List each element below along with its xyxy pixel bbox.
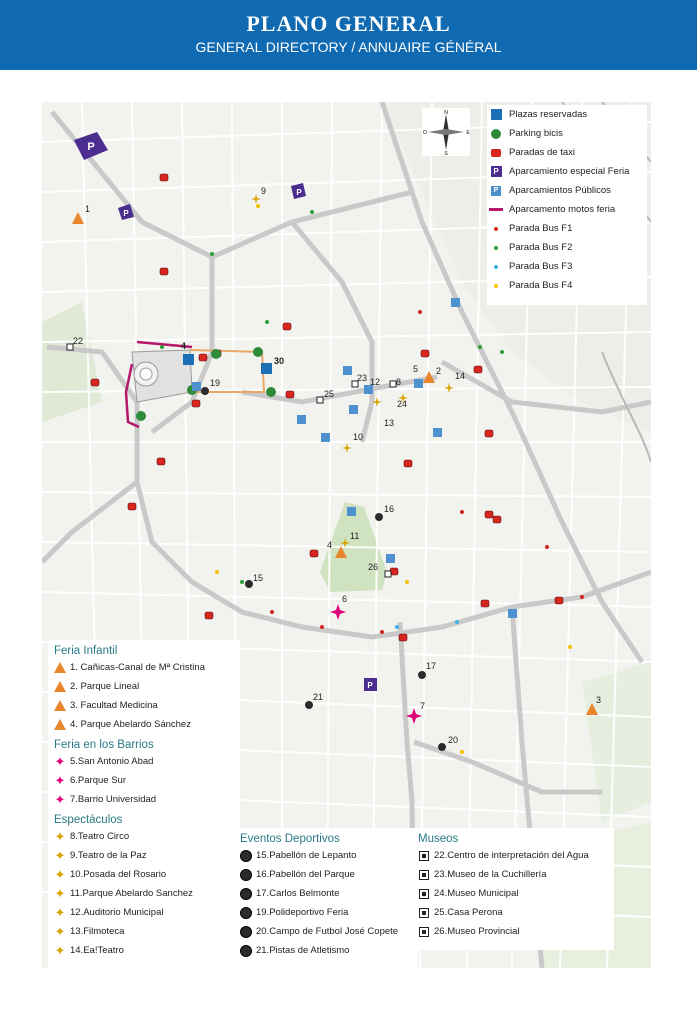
map-label-4: 4 bbox=[327, 540, 333, 550]
feria-barrios-title: Feria en los Barrios bbox=[54, 739, 154, 751]
map-label-7: 7 bbox=[420, 701, 426, 711]
feria-infantil-title: Feria Infantil bbox=[54, 645, 118, 657]
parking-public-icon: P bbox=[489, 185, 503, 197]
espectaculos-item: ✦ 8.Teatro Circo bbox=[54, 828, 130, 844]
map-label-20: 20 bbox=[448, 735, 459, 745]
legend-row-bus-f1: Parada Bus F1 bbox=[487, 219, 647, 238]
map-label-6: 6 bbox=[342, 594, 348, 604]
sport-icon bbox=[240, 907, 252, 919]
map-label-11: 11 bbox=[350, 531, 360, 541]
star-magenta-icon: ✦ bbox=[54, 753, 66, 769]
museum-icon bbox=[418, 869, 430, 881]
star-yellow-icon: ✦ bbox=[54, 904, 66, 920]
eventos-item: 20.Campo de Futbol José Copete bbox=[240, 922, 418, 941]
star-yellow-icon: ✦ bbox=[54, 942, 66, 958]
espectaculos-item: ✦ 9.Teatro de la Paz bbox=[54, 847, 147, 863]
museum-icon bbox=[418, 850, 430, 862]
sport-icon bbox=[240, 869, 252, 881]
map-label-30: 30 bbox=[274, 356, 285, 366]
eventos-deportivos-title: Eventos Deportivos bbox=[240, 833, 340, 845]
star-magenta-icon: ✦ bbox=[54, 791, 66, 807]
map-label-14: 14 bbox=[455, 371, 466, 381]
map-label-17: 17 bbox=[426, 661, 437, 671]
map-label-26: 26 bbox=[368, 562, 379, 572]
museos-title: Museos bbox=[418, 833, 459, 845]
moto-line-icon bbox=[489, 204, 503, 216]
feria-barrios-item: ✦ 7.Barrio Universidad bbox=[54, 791, 157, 807]
map-label-12: 12 bbox=[370, 377, 381, 387]
map-label-4b: 4 bbox=[181, 341, 187, 351]
compass-rose bbox=[422, 108, 470, 156]
map-label-22: 22 bbox=[73, 336, 84, 346]
star-yellow-icon: ✦ bbox=[54, 828, 66, 844]
museos-item: 25.Casa Perona bbox=[418, 903, 614, 922]
map-label-21: 21 bbox=[313, 692, 324, 702]
compass-s: S bbox=[444, 151, 448, 156]
star-magenta-icon: ✦ bbox=[54, 772, 66, 788]
map-label-3: 3 bbox=[596, 695, 602, 705]
bus-f4-dot-icon bbox=[489, 280, 503, 292]
compass-n: N bbox=[444, 110, 448, 116]
taxi-icon bbox=[489, 147, 503, 159]
eventos-deportivos-panel bbox=[236, 828, 418, 968]
museos-item: 24.Museo Municipal bbox=[418, 884, 614, 903]
map-legend bbox=[487, 105, 647, 305]
feria-barrios-item: ✦ 5.San Antonio Abad bbox=[54, 753, 154, 769]
left-legend-panel bbox=[48, 640, 240, 968]
sport-icon bbox=[240, 850, 252, 862]
map-label-25: 25 bbox=[324, 389, 335, 399]
legend-row-bus-f3: Parada Bus F3 bbox=[487, 257, 647, 276]
eventos-item: 17.Carlos Belmonte bbox=[240, 884, 418, 903]
legend-row-taxi: Paradas de taxi bbox=[487, 143, 647, 162]
svg-text:P: P bbox=[87, 141, 95, 153]
museum-icon bbox=[418, 888, 430, 900]
espectaculos-title: Espectáculos bbox=[54, 814, 123, 826]
map-label-8: 8 bbox=[396, 377, 402, 387]
legend-row-bike: Parking bicis bbox=[487, 124, 647, 143]
map-label-16: 16 bbox=[384, 504, 395, 514]
legend-row-feria-parking: P Aparcamiento especial Feria bbox=[487, 162, 647, 181]
museos-item: 23.Museo de la Cuchillería bbox=[418, 865, 614, 884]
eventos-item: 19.Polideportivo Feria bbox=[240, 903, 418, 922]
map-label-24: 24 bbox=[397, 399, 408, 409]
bicycle-icon bbox=[489, 128, 503, 140]
page-title: PLANO GENERAL bbox=[246, 11, 451, 36]
feria-infantil-item: 2. Parque Lineal bbox=[54, 677, 240, 696]
espectaculos-item: ✦ 14.Ea!Teatro bbox=[54, 942, 124, 958]
eventos-item: 21.Pistas de Atletismo bbox=[240, 941, 418, 960]
map-label-9: 9 bbox=[261, 186, 267, 196]
legend-row-bus-f4: Parada Bus F4 bbox=[487, 276, 647, 295]
map-label-19: 19 bbox=[210, 378, 221, 388]
map-label-2: 2 bbox=[436, 366, 442, 376]
triangle-icon bbox=[54, 700, 66, 712]
compass-w: O bbox=[423, 130, 427, 136]
sport-icon bbox=[240, 926, 252, 938]
espectaculos-item: ✦ 13.Filmoteca bbox=[54, 923, 125, 939]
bus-f2-dot-icon bbox=[489, 242, 503, 254]
museum-icon bbox=[418, 907, 430, 919]
legend-row-bus-f2: Parada Bus F2 bbox=[487, 238, 647, 257]
espectaculos-item: ✦ 12.Auditorio Municipal bbox=[54, 904, 164, 920]
star-yellow-icon: ✦ bbox=[54, 847, 66, 863]
map-label-1: 1 bbox=[85, 204, 91, 214]
map-label-10: 10 bbox=[353, 432, 364, 442]
map-label-15: 15 bbox=[253, 573, 264, 583]
bus-f3-dot-icon bbox=[489, 261, 503, 273]
legend-row-public-parking: P Aparcamientos Públicos bbox=[487, 181, 647, 200]
feria-infantil-item: 4. Parque Abelardo Sánchez bbox=[54, 715, 240, 734]
legend-row-reserved: Plazas reservadas bbox=[487, 105, 647, 124]
page-subtitle: GENERAL DIRECTORY / ANNUAIRE GÉNÉRAL bbox=[195, 39, 502, 55]
triangle-icon bbox=[54, 662, 66, 674]
feria-infantil-item: 1. Cañicas-Canal de Mª Cristina bbox=[54, 658, 240, 677]
museum-icon bbox=[418, 926, 430, 938]
page-header bbox=[0, 0, 697, 70]
museos-item: 22.Centro de interpretación del Agua bbox=[418, 846, 614, 865]
sport-icon bbox=[240, 945, 252, 957]
map-label-13: 13 bbox=[384, 418, 395, 428]
svg-text:P: P bbox=[367, 681, 373, 690]
eventos-item: 16.Pabellón del Parque bbox=[240, 865, 418, 884]
bus-f1-dot-icon bbox=[489, 223, 503, 235]
svg-text:P: P bbox=[123, 209, 129, 218]
eventos-item: 15.Pabellón de Lepanto bbox=[240, 846, 418, 865]
feria-infantil-item: 3. Facultad Medicina bbox=[54, 696, 240, 715]
compass-e: E bbox=[466, 130, 470, 136]
svg-text:P: P bbox=[296, 188, 302, 197]
sport-icon bbox=[240, 888, 252, 900]
star-yellow-icon: ✦ bbox=[54, 885, 66, 901]
museos-item: 26.Museo Provincial bbox=[418, 922, 614, 941]
wheelchair-icon bbox=[489, 109, 503, 121]
feria-barrios-item: ✦ 6.Parque Sur bbox=[54, 772, 126, 788]
museos-panel bbox=[414, 828, 614, 950]
legend-row-moto: Aparcamento motos feria bbox=[487, 200, 647, 219]
map-label-5: 5 bbox=[413, 364, 419, 374]
star-yellow-icon: ✦ bbox=[54, 866, 66, 882]
triangle-icon bbox=[54, 719, 66, 731]
map-label-23: 23 bbox=[357, 373, 368, 383]
parking-feria-icon: P bbox=[489, 166, 503, 178]
espectaculos-item: ✦ 11.Parque Abelardo Sanchez bbox=[54, 885, 193, 901]
triangle-icon bbox=[54, 681, 66, 693]
star-yellow-icon: ✦ bbox=[54, 923, 66, 939]
espectaculos-item: ✦ 10.Posada del Rosario bbox=[54, 866, 167, 882]
